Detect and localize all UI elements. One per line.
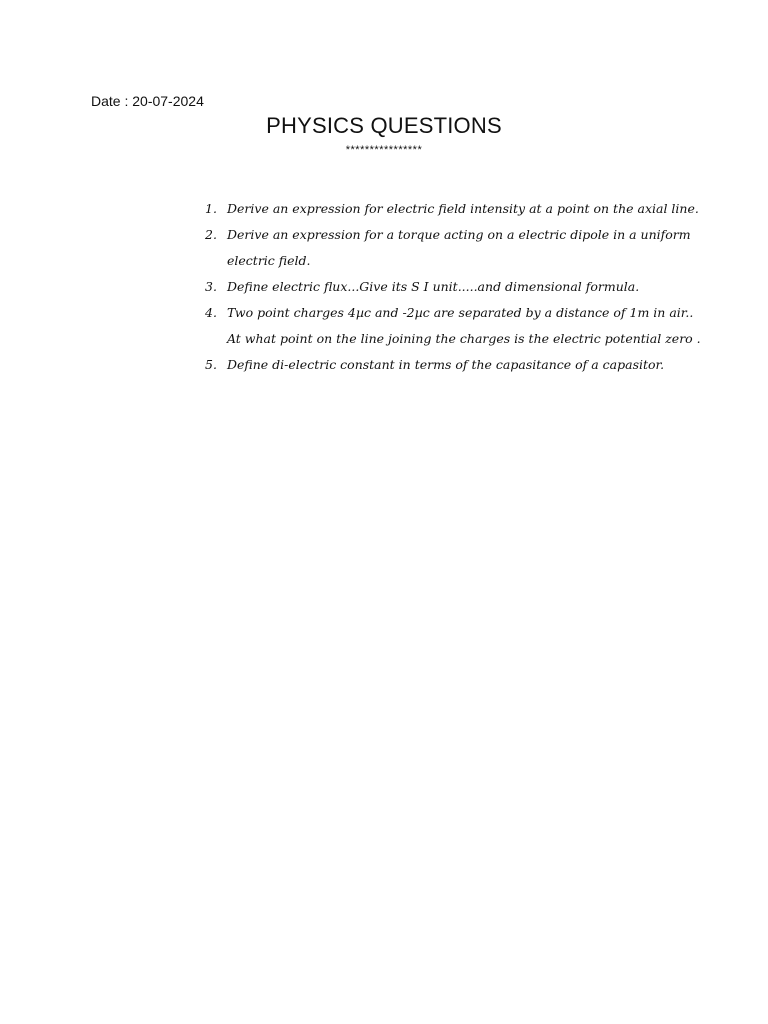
question-number: 1. (205, 201, 217, 216)
question-line: Derive an expression for a torque acting on a electric dipole in a uniform (227, 227, 691, 242)
page-title: PHYSICS QUESTIONS (266, 113, 502, 138)
question-item-3 (200, 274, 720, 300)
question-number: 2. (205, 227, 217, 242)
question-line: electric field. (227, 253, 311, 268)
question-line: At what point on the line joining the charges is the electric potential zero . (227, 331, 701, 346)
question-line: Define electric flux...Give its S I unit.....and dimensional formula. (227, 279, 640, 294)
question-line: Two point charges 4µc and -2µc are separated by a distance of 1m in air.. (227, 305, 694, 320)
question-item-2 (200, 222, 720, 274)
question-number: 3. (205, 279, 217, 294)
question-line: Define di-electric constant in terms of the capasitance of a capasitor. (227, 357, 665, 372)
question-item-5 (200, 352, 720, 378)
document-date: Date : 20-07-2024 (91, 93, 204, 109)
question-item-4 (200, 300, 720, 352)
question-number: 4. (205, 305, 217, 320)
question-list (200, 196, 720, 378)
question-text (227, 274, 720, 300)
question-text (227, 196, 720, 222)
question-item-1 (200, 196, 720, 222)
question-number: 5. (205, 357, 217, 372)
question-text (227, 352, 720, 378)
question-text (227, 300, 720, 352)
question-text (227, 222, 720, 274)
question-line: Derive an expression for electric field intensity at a point on the axial line. (227, 201, 699, 216)
title-separator: **************** (345, 144, 423, 156)
